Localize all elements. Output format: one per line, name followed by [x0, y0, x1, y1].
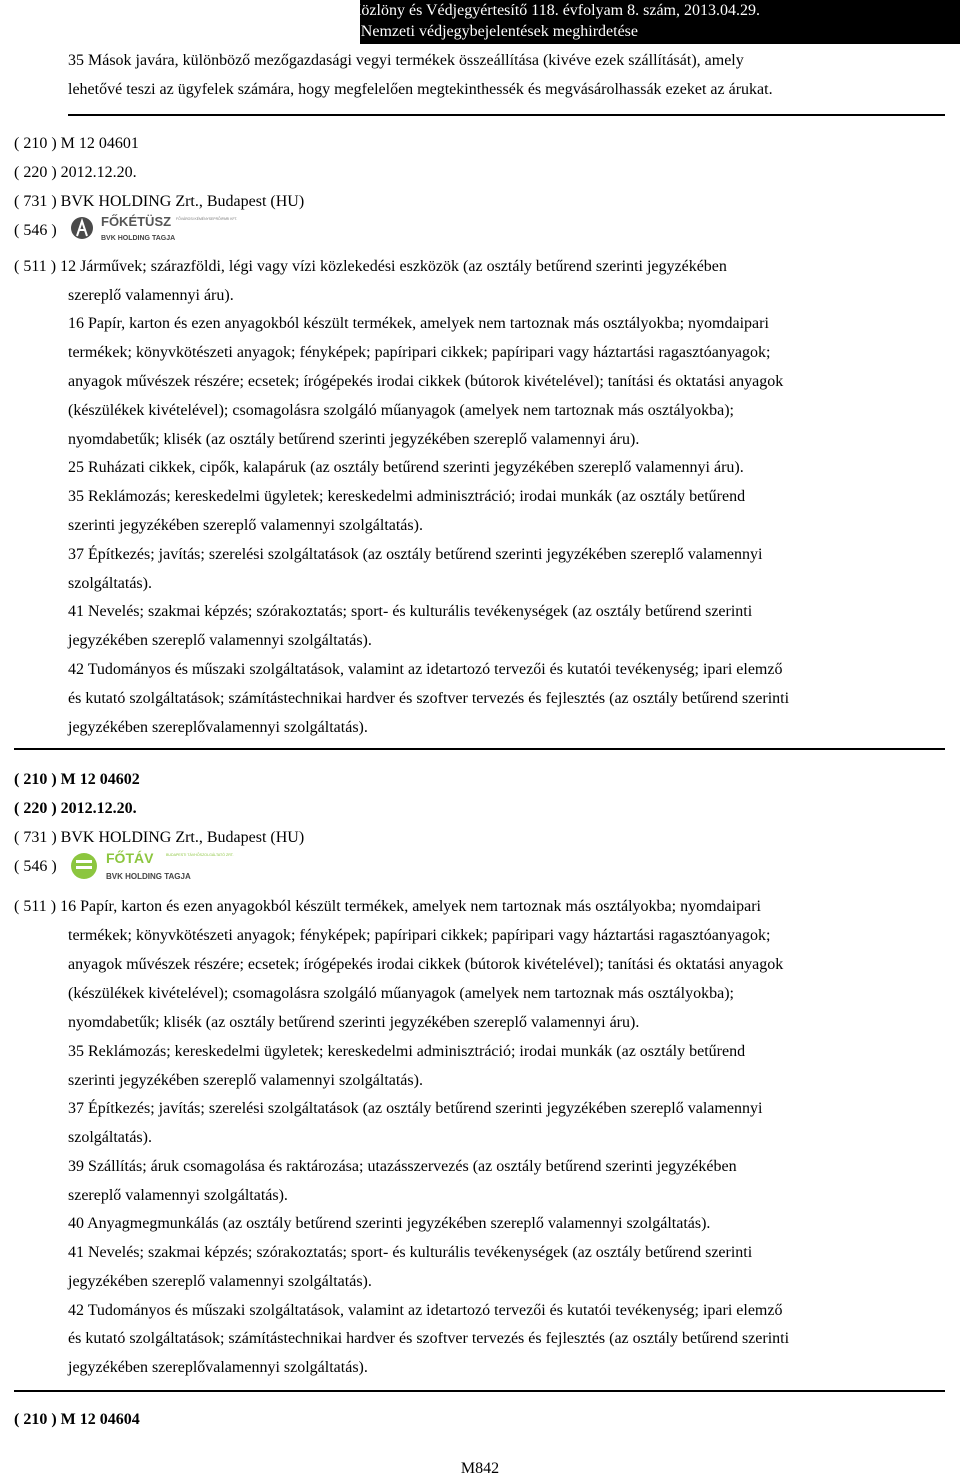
text-line: szereplő valamennyi szolgáltatás).: [68, 1187, 288, 1204]
field-210: ( 210 ) M 12 04604: [14, 1411, 140, 1428]
text-line: 42 Tudományos és műszaki szolgáltatások, valamint az idetartozó tervezői és kutatói tevékenység; ipari elemző: [68, 1302, 783, 1319]
text-line: szerinti jegyzékében szereplő valamennyi szolgáltatás).: [68, 1072, 423, 1089]
text-line: (készülékek kivételével); csomagolásra szolgáló műanyagok (amelyek nem tartoznak más osztályokba);: [68, 985, 734, 1002]
text-line: nyomdabetűk; klisék (az osztály betűrend szerinti jegyzékében szereplő valamennyi áru).: [68, 1014, 640, 1031]
text-line: szerinti jegyzékében szereplő valamennyi szolgáltatás).: [68, 517, 423, 534]
text-line: és kutató szolgáltatások; számítástechnikai hardver és szoftver tervezés és fejlesztés (az osztály betűrend szerinti: [68, 1330, 790, 1347]
section-title: Nemzeti védjegybejelentések meghirdetése: [360, 23, 638, 40]
text-line: szolgáltatás).: [68, 575, 152, 592]
field-220: ( 220 ) 2012.12.20.: [14, 164, 137, 181]
text-line: (készülékek kivételével); csomagolásra szolgáló műanyagok (amelyek nem tartoznak más osztályokba);: [68, 402, 734, 419]
field-220: ( 220 ) 2012.12.20.: [14, 800, 137, 817]
logo-tagline: BVK HOLDING TAGJA: [106, 872, 191, 881]
logo-brand-text: FŐKÉTÜSZ: [101, 214, 172, 229]
text-line: 42 Tudományos és műszaki szolgáltatások, valamint az idetartozó tervezői és kutatói tevékenység; ipari elemző: [68, 661, 783, 678]
text-line: ( 511 ) 12 Járművek; szárazföldi, légi vagy vízi közlekedési eszközök (az osztály betűrend szerinti jegyzékében: [14, 258, 727, 275]
text-line: 41 Nevelés; szakmai képzés; szórakoztatás; sport- és kulturális tevékenységek (az osztály betűrend szerinti: [68, 1244, 753, 1261]
logo-small-text: BUDAPESTI TÁVHŐSZOLGÁLTATÓ ZRT.: [166, 853, 234, 857]
text-line: 41 Nevelés; szakmai képzés; szórakoztatás; sport- és kulturális tevékenységek (az osztály betűrend szerinti: [68, 603, 753, 620]
field-546: ( 546 ): [14, 858, 57, 875]
text-line: jegyzékében szereplő valamennyi szolgáltatás).: [68, 632, 372, 649]
text-line: jegyzékében szereplővalamennyi szolgáltatás).: [68, 719, 368, 736]
separator-short: [68, 114, 945, 116]
text-line: termékek; könyvkötészeti anyagok; fényképek; papíripari cikkek; papíripari vagy háztartási ragasztóanyagok;: [68, 927, 771, 944]
text-line: és kutató szolgáltatások; számítástechnikai hardver és szoftver tervezés és fejlesztés (az osztály betűrend szerinti: [68, 690, 790, 707]
text-line: szolgáltatás).: [68, 1129, 152, 1146]
prev-entry-line-1: 35 Mások javára, különböző mezőgazdasági vegyi termékek összeállítása (kivéve ezek szállítását), amely: [68, 52, 744, 69]
text-line: 35 Reklámozás; kereskedelmi ügyletek; kereskedelmi adminisztráció; irodai munkák (az osztály betűrend: [68, 488, 746, 505]
page-header: [271, 0, 960, 44]
fotav-logo: [70, 848, 240, 884]
text-line: 39 Szállítás; áruk csomagolása és raktározása; utazásszervezés (az osztály betűrend szerinti jegyzékében: [68, 1158, 737, 1175]
text-line: anyagok művészek részére; ecsetek; írógépekés irodai cikkek (bútorok kivételével); tanítási és oktatási anyagok: [68, 956, 784, 973]
text-line: jegyzékében szereplővalamennyi szolgáltatás).: [68, 1359, 368, 1376]
page-number: M842: [460, 1460, 500, 1477]
field-210: ( 210 ) M 12 04601: [14, 135, 139, 152]
text-line: termékek; könyvkötészeti anyagok; fényképek; papíripari cikkek; papíripari vagy háztartási ragasztóanyagok;: [68, 344, 771, 361]
field-731: ( 731 ) BVK HOLDING Zrt., Budapest (HU): [14, 829, 305, 846]
text-line: szereplő valamennyi áru).: [68, 287, 234, 304]
field-546: ( 546 ): [14, 222, 57, 239]
field-731: ( 731 ) BVK HOLDING Zrt., Budapest (HU): [14, 193, 305, 210]
journal-title: Szabadalmi Közlöny és Védjegyértesítő 118. évfolyam 8. szám, 2013.04.29.: [271, 2, 760, 19]
fokétüsz-logo: [70, 212, 240, 246]
logo-brand-text: FŐTÁV: [106, 850, 154, 866]
text-line: nyomdabetűk; klisék (az osztály betűrend szerinti jegyzékében szereplő valamennyi áru).: [68, 431, 640, 448]
logo-small-text: FŐVÁROSI KÉMÉNYSEPRŐIPARI KFT.: [176, 217, 238, 221]
prev-entry-line-2: lehetővé teszi az ügyfelek számára, hogy megfelelően megtekinthessék és megvásárolhassák ezeket az árukat.: [68, 81, 773, 98]
text-line: jegyzékében szereplő valamennyi szolgáltatás).: [68, 1273, 372, 1290]
text-line: 37 Építkezés; javítás; szerelési szolgáltatások (az osztály betűrend szerinti jegyzékében szereplő valamennyi: [68, 1100, 763, 1117]
text-line: anyagok művészek részére; ecsetek; írógépekés irodai cikkek (bútorok kivételével); tanítási és oktatási anyagok: [68, 373, 784, 390]
text-line: 16 Papír, karton és ezen anyagokból készült termékek, amelyek nem tartoznak más osztályokba; nyomdaipari: [68, 315, 769, 332]
separator-full: [14, 748, 945, 750]
field-210: ( 210 ) M 12 04602: [14, 771, 140, 788]
text-line: 37 Építkezés; javítás; szerelési szolgáltatások (az osztály betűrend szerinti jegyzékében szereplő valamennyi: [68, 546, 763, 563]
text-line: 40 Anyagmegmunkálás (az osztály betűrend szerinti jegyzékében szereplő valamennyi szolgáltatás).: [68, 1215, 711, 1232]
text-line: 25 Ruházati cikkek, cipők, kalapáruk (az osztály betűrend szerinti jegyzékében szereplő valamennyi áru).: [68, 459, 744, 476]
text-line: 35 Reklámozás; kereskedelmi ügyletek; kereskedelmi adminisztráció; irodai munkák (az osztály betűrend: [68, 1043, 746, 1060]
separator-full: [14, 1390, 945, 1392]
logo-tagline: BVK HOLDING TAGJA: [101, 235, 176, 242]
text-line: ( 511 ) 16 Papír, karton és ezen anyagokból készült termékek, amelyek nem tartoznak más osztályokba; nyomdaipari: [14, 898, 761, 915]
